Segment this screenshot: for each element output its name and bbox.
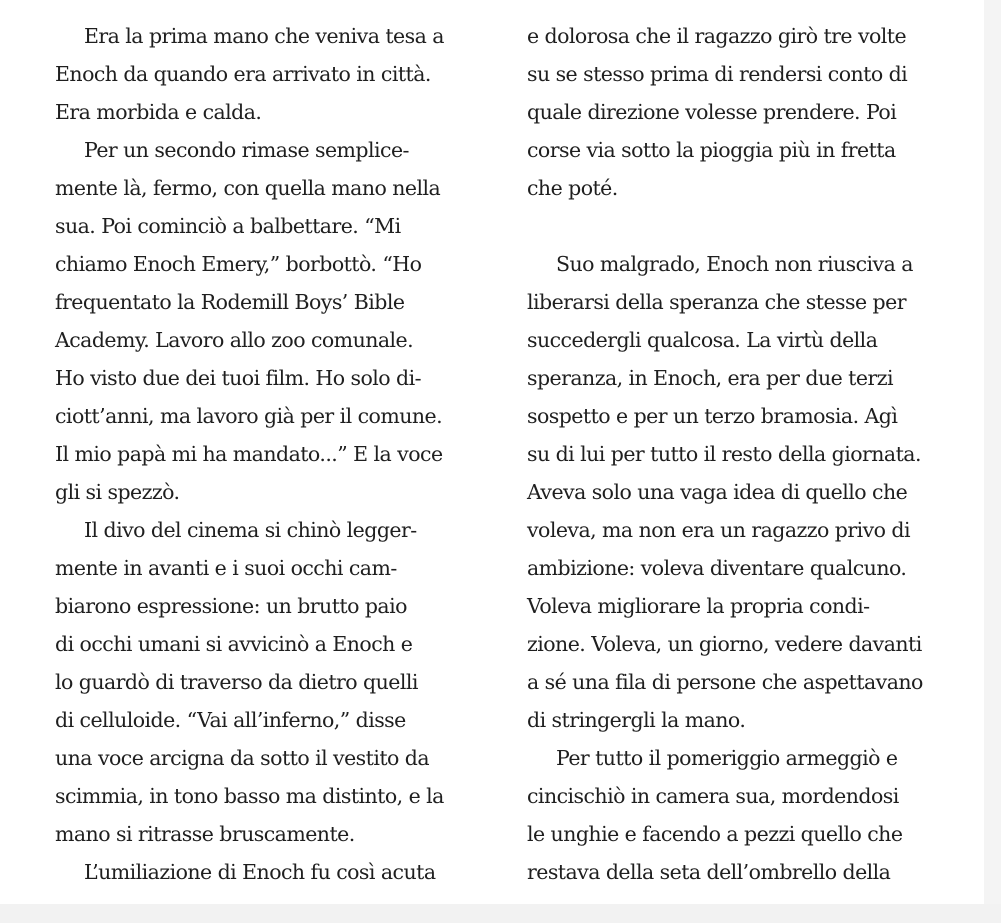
text-line: mente là, fermo, con quella mano nella — [55, 176, 441, 200]
text-line: a sé una fila di persone che aspettavano — [527, 670, 923, 694]
text-line: gli si spezzò. — [55, 480, 180, 504]
text-line: Per un secondo rimase semplice- — [84, 138, 409, 162]
text-line: Era morbida e calda. — [55, 100, 262, 124]
text-line: corse via sotto la pioggia più in fretta — [527, 138, 896, 162]
text-line: le unghie e facendo a pezzi quello che — [527, 822, 903, 846]
text-line: voleva, ma non era un ragazzo privo di — [527, 518, 911, 542]
right-text-column — [527, 17, 967, 891]
text-line: Suo malgrado, Enoch non riusciva a — [556, 252, 913, 276]
text-line: Il divo del cinema si chinò legger- — [84, 518, 417, 542]
text-line: sospetto e per un terzo bramosia. Agì — [527, 404, 898, 428]
text-line: biarono espressione: un brutto paio — [55, 594, 407, 618]
text-line: quale direzione volesse prendere. Poi — [527, 100, 897, 124]
text-line: zione. Voleva, un giorno, vedere davanti — [527, 632, 922, 656]
text-line: una voce arcigna da sotto il vestito da — [55, 746, 430, 770]
page-bottom-edge — [0, 904, 1001, 923]
text-line: Il mio papà mi ha mandato...” E la voce — [55, 442, 443, 466]
text-line: di celluloide. “Vai all’inferno,” disse — [55, 708, 406, 732]
text-line: Aveva solo una vaga idea di quello che — [527, 480, 908, 504]
text-line: Enoch da quando era arrivato in città. — [55, 62, 431, 86]
text-line: liberarsi della speranza che stesse per — [527, 290, 906, 314]
left-text-column — [55, 17, 485, 891]
text-line: mente in avanti e i suoi occhi cam- — [55, 556, 397, 580]
text-line: Academy. Lavoro allo zoo comunale. — [55, 328, 414, 352]
text-line: ambizione: voleva diventare qualcuno. — [527, 556, 907, 580]
text-line: frequentato la Rodemill Boys’ Bible — [55, 290, 405, 314]
text-line: lo guardò di traverso da dietro quelli — [55, 670, 418, 694]
text-line: cincischiò in camera sua, mordendosi — [527, 784, 899, 808]
text-line: di occhi umani si avvicinò a Enoch e — [55, 632, 413, 656]
text-line: scimmia, in tono basso ma distinto, e la — [55, 784, 444, 808]
paragraph-gap — [527, 207, 967, 245]
text-line: chiamo Enoch Emery,” borbottò. “Ho — [55, 252, 422, 276]
text-line: di stringergli la mano. — [527, 708, 746, 732]
text-line: mano si ritrasse bruscamente. — [55, 822, 355, 846]
text-line: Ho visto due dei tuoi film. Ho solo di- — [55, 366, 421, 390]
text-line: Era la prima mano che veniva tesa a — [84, 24, 444, 48]
text-line: restava della seta dell’ombrello della — [527, 860, 891, 884]
text-line: ciott’anni, ma lavoro già per il comune. — [55, 404, 443, 428]
text-line: speranza, in Enoch, era per due terzi — [527, 366, 893, 390]
text-line: e dolorosa che il ragazzo girò tre volte — [527, 24, 907, 48]
text-line: succedergli qualcosa. La virtù della — [527, 328, 878, 352]
text-line: Voleva migliorare la propria condi- — [527, 594, 870, 618]
text-line: su se stesso prima di rendersi conto di — [527, 62, 908, 86]
text-line: L’umiliazione di Enoch fu così acuta — [84, 860, 436, 884]
page-edge — [984, 0, 1001, 923]
text-line: che poté. — [527, 176, 618, 200]
text-line: Per tutto il pomeriggio armeggiò e — [556, 746, 898, 770]
text-line: su di lui per tutto il resto della giornata. — [527, 442, 921, 466]
text-line: sua. Poi cominciò a balbettare. “Mi — [55, 214, 401, 238]
